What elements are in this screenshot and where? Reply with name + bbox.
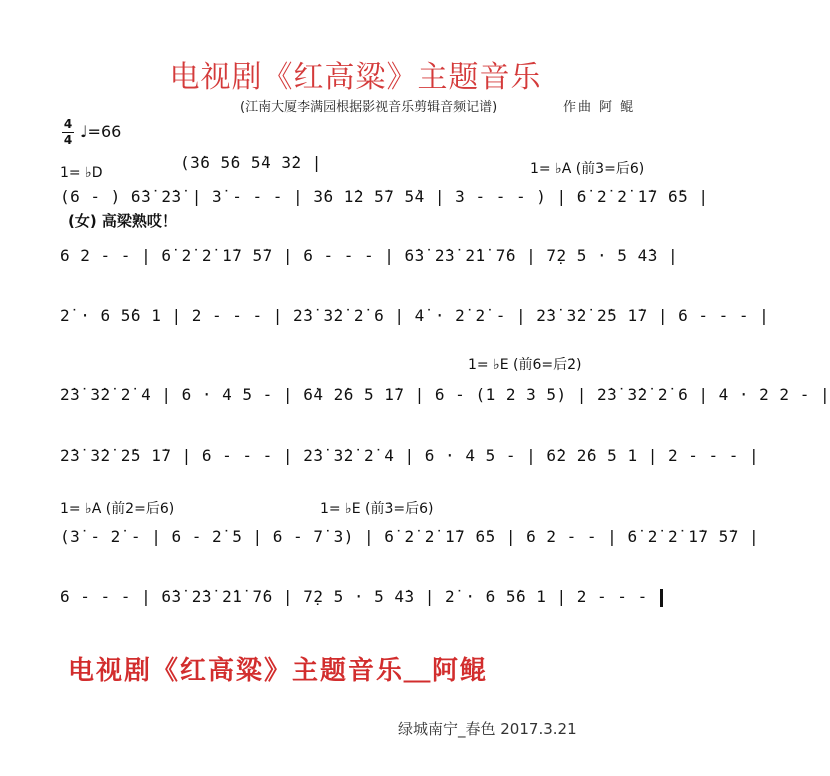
signature: 绿城南宁_春色 2017.3.21 xyxy=(398,720,577,738)
key-change-1: 1= ♭A (前3=后6) xyxy=(530,161,645,177)
key-change-2: 1= ♭E (前6=后2̇) xyxy=(468,357,582,373)
time-signature-top: 4 xyxy=(63,117,73,131)
key-change-3: 1= ♭A (前2=后6) xyxy=(60,501,175,517)
time-signature xyxy=(62,118,74,147)
score-title: 电视剧《红高粱》主题音乐 xyxy=(169,60,542,95)
lyric-line: (女) 高梁熟哎！ xyxy=(68,212,177,230)
transcription-note: (江南大厦李满园根据影视音乐剪辑音频记谱) xyxy=(240,100,498,115)
score-line-6: (3̇ - 2̇ - | 6 - 2̇ 5 | 6 - 7̇ 3) | 6̇ 2̇ 2̇ 1̇7 6̇5 | 6 2 - - | 6̇ 2̇ 2̇ 1̇7 5̇7 | xyxy=(60,527,760,546)
score-line-7-notes: 6 - - - | 6̇3̇ 2̇3̇ 2̇1̇ 7̇6 | 7̣2 5 · 5 4̇3 | 2̇ · 6 5̇6 1 | 2 - - - xyxy=(60,587,648,606)
key-change-4: 1= ♭E (前3̇=后6) xyxy=(320,501,434,517)
score-line-3: 2̇ · 6 5̇6 1 | 2 - - - | 2̇3̇ 3̇2̇ 2̇ 6 | 4̇ · 2̇ 2̇ - | 2̇3̇ 3̇2̇ 2̇5 1̇7 | 6 - - - | xyxy=(60,306,770,325)
footer-title: 电视剧《红高粱》主题音乐＿阿鲲 xyxy=(68,656,489,686)
score-line-4: 2̇3̇ 3̇2̇ 2̇ 4 | 6 · 4 5 - | 6̇4 2̇6 5 1̇7 | 6 - (1 2 3 5) | 2̇3̇ 3̇2̇ 2̇ 6 | 4 · 2 2 - | xyxy=(60,385,830,404)
score-line-5: 2̇3̇ 3̇2̇ 2̇5 1̇7 | 6 - - - | 2̇3̇ 3̇2̇ 2̇ 4 | 6 · 4 5 - | 6̇2 2̇6 5 1 | 2 - - - | xyxy=(60,446,760,465)
score-line-7 xyxy=(60,587,663,607)
score-intro-pickup: (3̇6 5̇6 5̇4 3̇2 | xyxy=(180,153,322,172)
score-line-2: 6 2 - - | 6̇ 2̇ 2̇ 1̇7 5̇7 | 6 - - - | 6̇3̇ 2̇3̇ 2̇1̇ 7̇6 | 7̣2 5 · 5 4̇3 | xyxy=(60,246,679,265)
tempo-marking: ♩=66 xyxy=(80,122,122,141)
score-line-1: (6 - ) 6̇3̇ 2̇3̇ | 3̇ - - - | 3̇6 1̇2 5̇7 5̇4 | 3 - - - ) | 6̇ 2̇ 2̇ 1̇7 6̇5 | xyxy=(60,187,709,206)
time-signature-bottom: 4 xyxy=(63,133,73,147)
key-signature-intro: 1= ♭D xyxy=(60,165,103,181)
composer-credit: 作曲 阿 鲲 xyxy=(563,100,636,115)
final-barline xyxy=(660,589,663,607)
